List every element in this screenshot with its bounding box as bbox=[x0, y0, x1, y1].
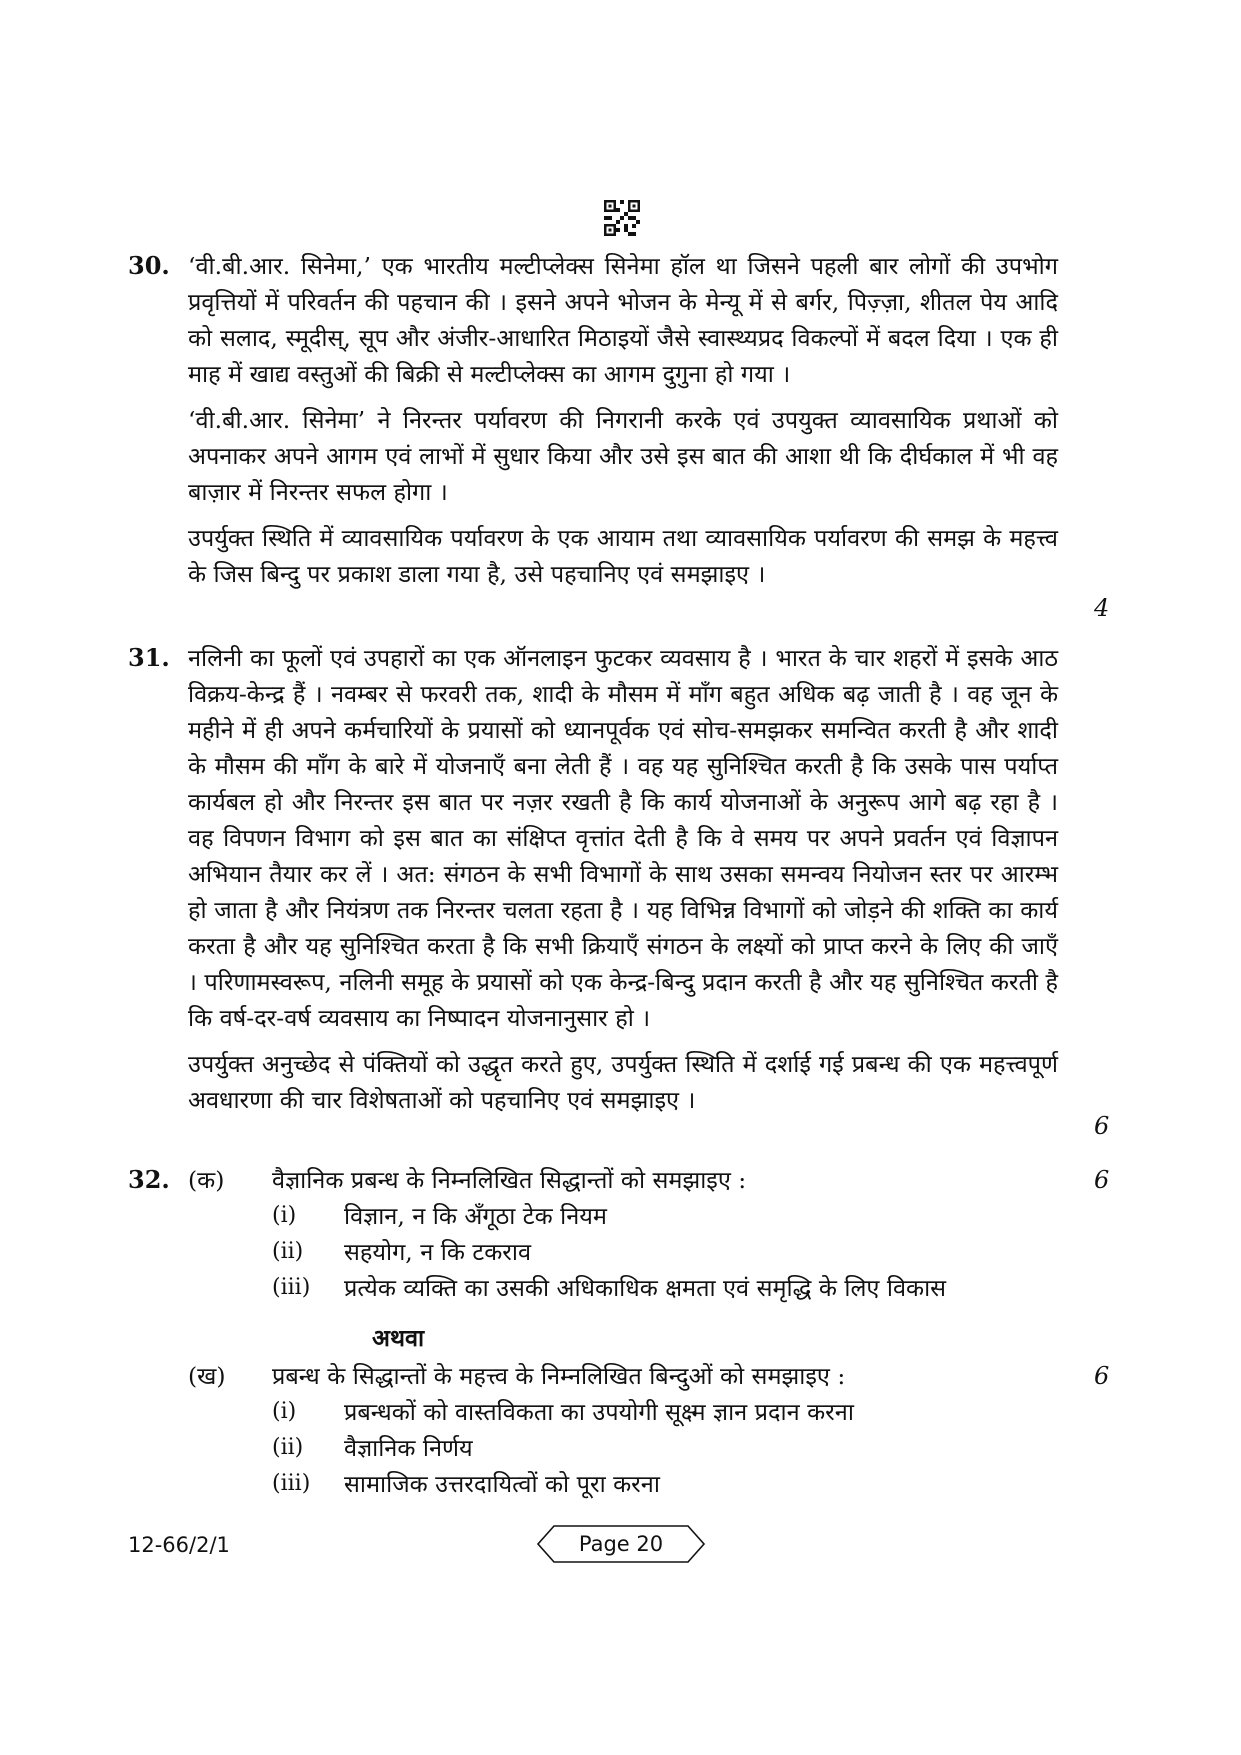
list-item bbox=[272, 1430, 1062, 1466]
item-text: प्रत्येक व्यक्ति का उसकी अधिकाधिक क्षमता एवं समृद्धि के लिए विकास bbox=[344, 1274, 947, 1302]
question-number: 30. bbox=[128, 251, 170, 280]
marks: 4 bbox=[1094, 594, 1110, 622]
marks: 6 bbox=[1094, 1362, 1110, 1390]
item-text: विज्ञान, न कि अँगूठा टेक नियम bbox=[344, 1202, 607, 1230]
question-paragraph: ‘वी.बी.आर. सिनेमा,’ एक भारतीय मल्टीप्लेक्स सिनेमा हॉल था जिसने पहली बार लोगों की उपभोग प्रवृत्तियों में परिवर्तन की पहचान की । इसने अपने भोजन के मेन्यू में से बर्गर, पिज़्ज़ा, शीतल पेय आदि को सलाद, स्मूदीस्, सूप और अंजीर-आधारित मिठाइयों जैसे स्वास्थ्यप्रद विकल्पों में बदल दिया । एक ही माह में खाद्य वस्तुओं की बिक्री से मल्टीप्लेक्स का आगम दुगुना हो गया । bbox=[188, 252, 1058, 388]
list-item bbox=[272, 1198, 1062, 1234]
item-numeral: (ii) bbox=[272, 1435, 304, 1460]
page-number: Page 20 bbox=[578, 1532, 664, 1556]
question-body bbox=[188, 640, 1058, 1128]
item-text: प्रबन्धकों को वास्तविकता का उपयोगी सूक्ष्म ज्ञान प्रदान करना bbox=[344, 1398, 854, 1426]
marks: 6 bbox=[1094, 1166, 1110, 1194]
part-text: प्रबन्ध के सिद्धान्तों के महत्त्व के निम्नलिखित बिन्दुओं को समझाइए : bbox=[272, 1362, 846, 1390]
page-number-badge bbox=[536, 1524, 706, 1564]
question-paragraph: उपर्युक्त अनुच्छेद से पंक्तियों को उद्धृत करते हुए, उपर्युक्त स्थिति में दर्शाई गई प्रबन्ध की एक महत्त्वपूर्ण अवधारणा की चार विशेषताओं को पहचानिए एवं समझाइए । bbox=[188, 1050, 1058, 1114]
item-numeral: (iii) bbox=[272, 1275, 311, 1300]
question-number: 31. bbox=[128, 643, 170, 672]
part-text: वैज्ञानिक प्रबन्ध के निम्नलिखित सिद्धान्तों को समझाइए : bbox=[272, 1166, 747, 1194]
item-numeral: (i) bbox=[272, 1399, 297, 1424]
item-text: सहयोग, न कि टकराव bbox=[344, 1238, 532, 1266]
question-paragraph: उपर्युक्त स्थिति में व्यावसायिक पर्यावरण के एक आयाम तथा व्यावसायिक पर्यावरण की समझ के महत्त्व के जिस बिन्दु पर प्रकाश डाला गया है, उसे पहचानिए एवं समझाइए । bbox=[188, 524, 1058, 588]
item-numeral: (i) bbox=[272, 1203, 297, 1228]
list-item bbox=[272, 1270, 1062, 1306]
item-text: सामाजिक उत्तरदायित्वों को पूरा करना bbox=[344, 1470, 660, 1498]
list-item bbox=[272, 1234, 1062, 1270]
paper-code: 12-66/2/1 bbox=[128, 1533, 230, 1557]
question-paragraph: नलिनी का फूलों एवं उपहारों का एक ऑनलाइन फुटकर व्यवसाय है । भारत के चार शहरों में इसके आठ विक्रय-केन्द्र हैं । नवम्बर से फरवरी तक, शादी के मौसम में माँग बहुत अधिक बढ़ जाती है । वह जून के महीने में ही अपने कर्मचारियों के प्रयासों को ध्यानपूर्वक एवं सोच-समझकर समन्वित करती है और शादी के मौसम की माँग के बारे में योजनाएँ बना लेती हैं । वह यह सुनिश्चित करती है कि उसके पास पर्याप्त कार्यबल हो और निरन्तर इस बात पर नज़र रखती है कि कार्य योजनाओं के अनुरूप आगे बढ़ रहा है । वह विपणन विभाग को इस बात का संक्षिप्त वृत्तांत देती है कि वे समय पर अपने प्रवर्तन एवं विज्ञापन अभियान तैयार कर लें । अत: संगठन के सभी विभागों के साथ उसका समन्वय नियोजन स्तर पर आरम्भ हो जाता है और नियंत्रण तक निरन्तर चलता रहता है । यह विभिन्न विभागों को जोड़ने की शक्ति का कार्य करता है और यह सुनिश्चित करता है कि सभी क्रियाएँ संगठन के लक्ष्यों को प्राप्त करने के लिए की जाएँ । परिणामस्वरूप, नलिनी समूह के प्रयासों को एक केन्द्र-बिन्दु प्रदान करती है और यह सुनिश्चित करती है कि वर्ष-दर-वर्ष व्यवसाय का निष्पादन योजनानुसार हो । bbox=[188, 644, 1058, 1032]
question-number: 32. bbox=[128, 1165, 170, 1194]
list-item bbox=[272, 1394, 1062, 1430]
question-body bbox=[188, 248, 1058, 602]
marks: 6 bbox=[1094, 1112, 1110, 1140]
item-numeral: (iii) bbox=[272, 1471, 311, 1496]
part-label: (क) bbox=[188, 1166, 225, 1194]
item-numeral: (ii) bbox=[272, 1239, 304, 1264]
item-text: वैज्ञानिक निर्णय bbox=[344, 1434, 473, 1462]
part-label: (ख) bbox=[188, 1362, 226, 1390]
or-label: अथवा bbox=[372, 1324, 425, 1352]
list-item bbox=[272, 1466, 1062, 1502]
qr-code-icon bbox=[604, 200, 640, 236]
question-paragraph: ‘वी.बी.आर. सिनेमा’ ने निरन्तर पर्यावरण की निगरानी करके एवं उपयुक्त व्यावसायिक प्रथाओं को अपनाकर अपने आगम एवं लाभों में सुधार किया और उसे इस बात की आशा थी कि दीर्घकाल में भी वह बाज़ार में निरन्तर सफल होगा । bbox=[188, 406, 1058, 506]
